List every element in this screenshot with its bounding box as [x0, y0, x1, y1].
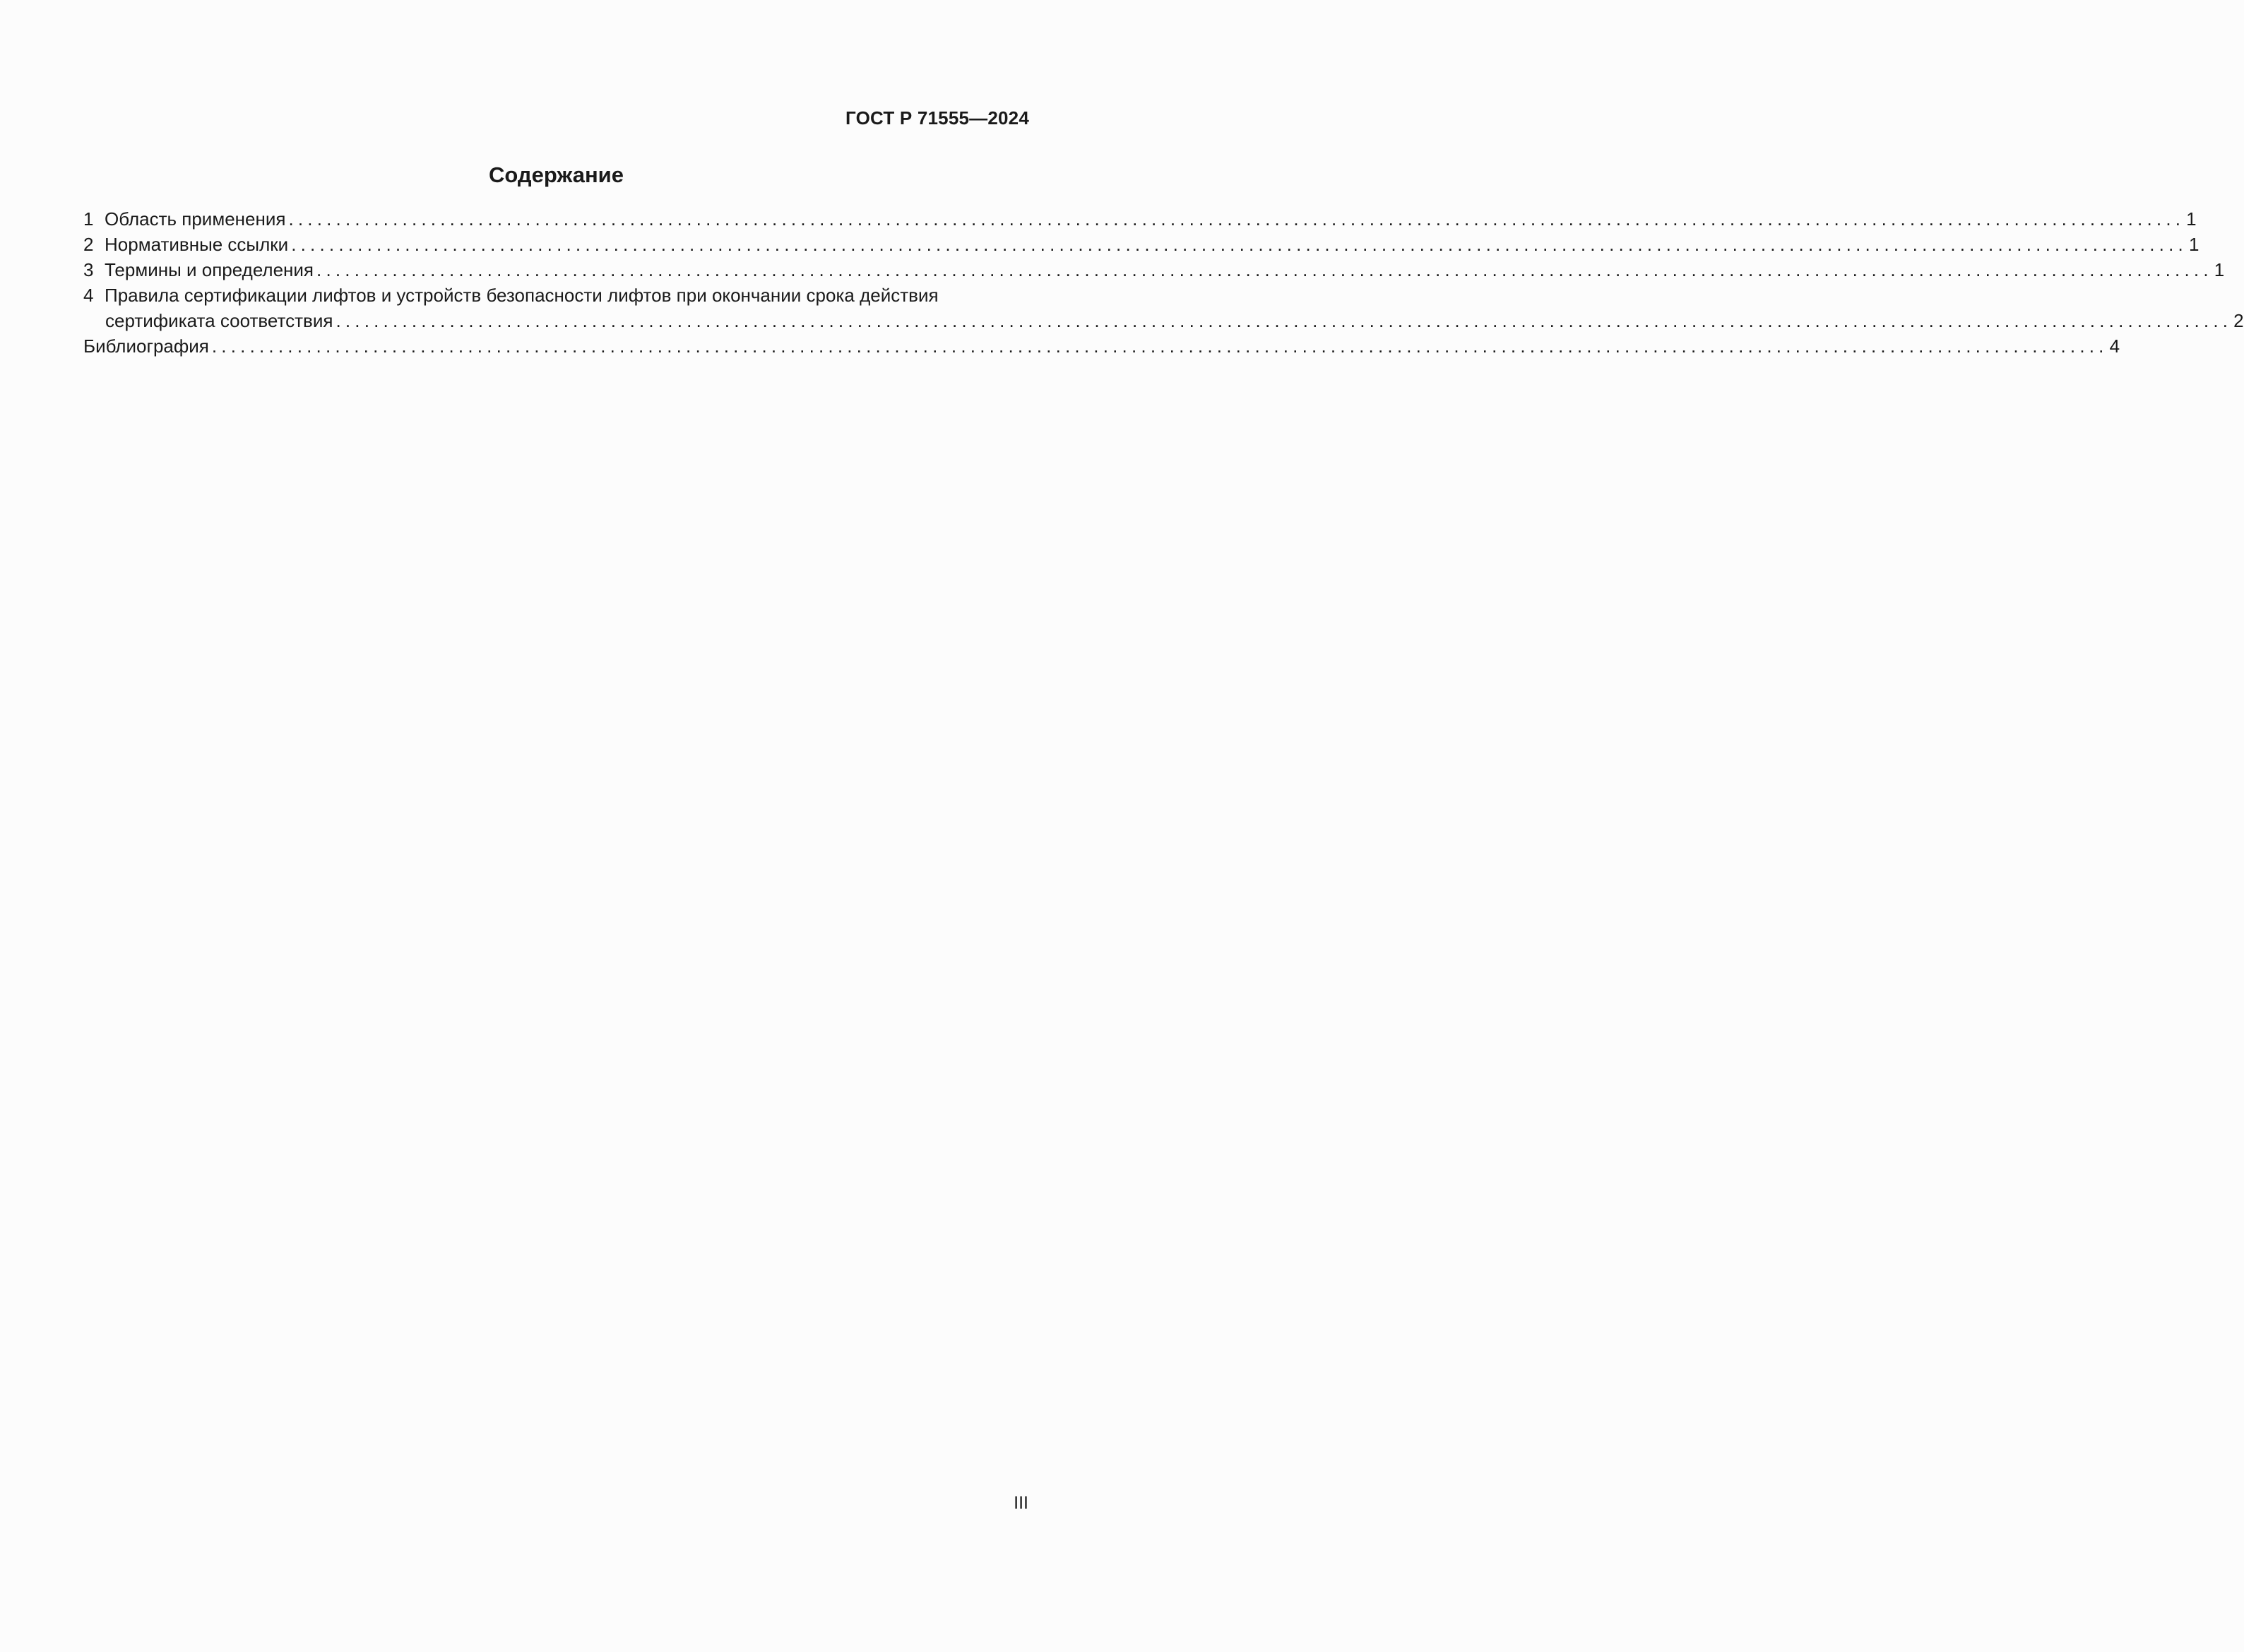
toc-entry-certification-rules[interactable]	[83, 283, 1029, 308]
table-of-contents	[83, 206, 2244, 359]
toc-entry-title: Библиография	[83, 335, 209, 357]
toc-entry-bibliography[interactable]	[83, 333, 2120, 359]
document-code: ГОСТ Р 71555—2024	[845, 107, 1029, 129]
toc-entry-title: Нормативные ссылки	[105, 234, 289, 255]
toc-entry-title: Правила сертификации лифтов и устройств безопасности лифтов при окончании срока действия	[105, 285, 939, 306]
toc-entry-number: 2	[83, 234, 94, 255]
toc-entry-title: Термины и определения	[105, 259, 314, 280]
toc-leader-dots: ........................................................................................................................................................................................................	[288, 208, 2185, 230]
toc-entry-title: Область применения	[105, 208, 286, 230]
page-number: III	[1014, 1493, 1028, 1513]
toc-leader-dots: ........................................................................................................................................................................................................	[316, 259, 2213, 280]
toc-entry-terms[interactable]	[83, 257, 2225, 283]
toc-entry-page: 1	[2214, 259, 2225, 280]
toc-leader-dots: ........................................................................................................................................................................................................	[211, 335, 2108, 357]
toc-entry-title-continuation: сертификата соответствия	[105, 310, 333, 331]
toc-entry-number: 4	[83, 285, 94, 306]
toc-entry-number: 1	[83, 208, 94, 230]
toc-entry-page: 1	[2186, 208, 2197, 230]
toc-entry-page: 2	[2233, 310, 2244, 331]
toc-entry-number: 3	[83, 259, 94, 280]
toc-leader-dots: ........................................................................................................................................................................................................	[291, 234, 2187, 255]
toc-entry-certification-rules-continuation[interactable]	[83, 308, 2244, 333]
toc-entry-normative-references[interactable]	[83, 232, 2200, 257]
toc-leader-dots: ........................................................................................................................................................................................................	[336, 310, 2233, 331]
toc-title: Содержание	[489, 162, 624, 187]
toc-entry-page: 1	[2188, 234, 2200, 255]
toc-entry-scope[interactable]	[83, 206, 2197, 232]
toc-entry-page: 4	[2109, 335, 2120, 357]
